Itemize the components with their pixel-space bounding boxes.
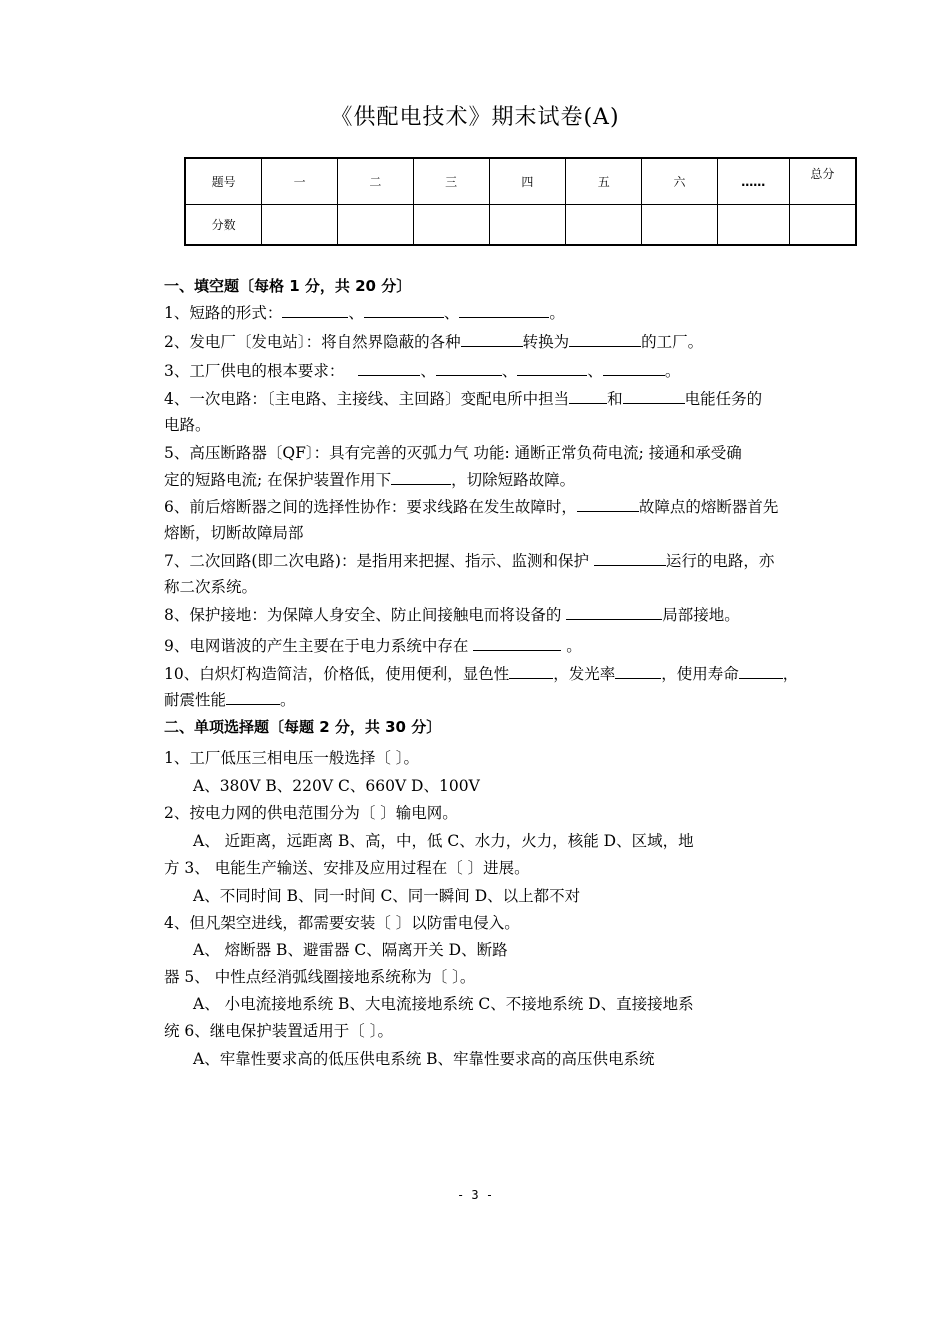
question-6 — [164, 497, 778, 517]
mc-question: 4、但凡架空进线，都需要安装〔 〕以防雷电侵入。 — [164, 914, 520, 932]
q9-text: 9、电网谐波的产生主要在于电力系统中存在 — [164, 637, 474, 655]
answer-blank[interactable] — [594, 551, 666, 566]
q1-sep: 、 — [348, 304, 364, 322]
answer-blank[interactable] — [623, 389, 685, 404]
mc-options[interactable]: A、不同时间 B、同一时间 C、同一瞬间 D、以上都不对 — [193, 887, 581, 905]
header-cell: 二 — [338, 158, 414, 205]
q10-text: ，使用寿命 — [661, 665, 739, 683]
mc-question: 统 6、继电保护装置适用于〔 〕。 — [164, 1022, 393, 1040]
q2-text: 的工厂。 — [641, 333, 704, 351]
mc-options[interactable]: A、 熔断器 B、避雷器 C、隔离开关 D、断路 — [193, 941, 508, 959]
question-1 — [164, 303, 565, 323]
question-9 — [164, 636, 582, 656]
score-cell[interactable] — [338, 205, 414, 246]
answer-blank[interactable] — [739, 664, 783, 679]
q3-sep: 、 — [420, 362, 436, 380]
q8-text: 局部接地。 — [662, 606, 740, 624]
q5-text: 定的短路电流; 在保护装置作用下 — [164, 471, 392, 489]
header-cell: …… — [717, 158, 789, 205]
question-2 — [164, 332, 703, 352]
exam-title: 《供配电技术》期末试卷(A) — [330, 105, 620, 130]
mc-options[interactable]: A、 近距离，远距离 B、高，中，低 C、水力，火力，核能 D、区域，地 — [193, 832, 694, 850]
q9-text: 。 — [561, 637, 582, 655]
score-cell[interactable] — [489, 205, 566, 246]
question-5-cont — [164, 470, 575, 490]
q3-text: 3、工厂供电的根本要求： — [164, 362, 345, 380]
question-8 — [164, 605, 740, 625]
question-7 — [164, 551, 774, 571]
header-cell: 六 — [642, 158, 718, 205]
answer-blank[interactable] — [577, 497, 639, 512]
answer-blank[interactable] — [391, 470, 451, 485]
header-cell: 五 — [566, 158, 642, 205]
question-7-cont: 称二次系统。 — [164, 578, 258, 596]
mc-question: 1、工厂低压三相电压一般选择〔 〕。 — [164, 749, 420, 767]
question-5: 5、高压断路器〔QF〕：具有完善的灭弧力气 功能: 通断正常负荷电流; 接通和承受确 — [164, 444, 742, 462]
q4-text: 和 — [607, 390, 623, 408]
answer-blank[interactable] — [364, 303, 444, 318]
q10-text: ，发光率 — [553, 665, 616, 683]
q2-text: 2、发电厂〔发电站〕：将自然界隐蔽的各种 — [164, 333, 461, 351]
header-cell: 一 — [262, 158, 338, 205]
q2-text: 转换为 — [522, 333, 570, 351]
question-6-cont: 熔断，切断故障局部 — [164, 524, 304, 542]
q5-text: ，切除短路故障。 — [451, 471, 576, 489]
header-cell: 四 — [489, 158, 566, 205]
score-cell[interactable] — [262, 205, 338, 246]
header-cell-total: 总分 — [789, 158, 856, 205]
q7-text: 运行的电路，亦 — [665, 552, 775, 570]
answer-blank[interactable] — [569, 389, 607, 404]
q6-text: 故障点的熔断器首先 — [638, 498, 779, 516]
score-table-score-row — [185, 205, 856, 246]
score-cell[interactable] — [642, 205, 718, 246]
question-4 — [164, 389, 762, 409]
answer-blank[interactable] — [226, 690, 280, 705]
q3-end: 。 — [664, 362, 681, 380]
q1-sep: 、 — [443, 304, 460, 322]
score-row-label: 分数 — [185, 205, 262, 246]
q7-text: 7、二次回路(即二次电路)：是指用来把握、指示、监测和保护 — [164, 552, 594, 570]
q10-text: ， — [782, 665, 799, 683]
q6-text: 6、前后熔断器之间的选择性协作：要求线路在发生故障时， — [164, 498, 577, 516]
q10-text: 10、白炽灯构造简洁，价格低，使用便利，显色性 — [164, 665, 510, 683]
answer-blank[interactable] — [517, 361, 587, 376]
question-10 — [164, 664, 798, 684]
answer-blank[interactable] — [461, 332, 523, 347]
answer-blank[interactable] — [509, 664, 553, 679]
header-cell: 三 — [413, 158, 489, 205]
q4-text: 4、一次电路：〔主电路、主接线、主回路〕变配电所中担当 — [164, 390, 570, 408]
mc-options[interactable]: A、380V B、220V C、660V D、100V — [193, 777, 480, 795]
answer-blank[interactable] — [615, 664, 661, 679]
q1-text: 1、短路的形式： — [164, 304, 283, 322]
answer-blank[interactable] — [569, 332, 641, 347]
mc-options[interactable]: A、 小电流接地系统 B、大电流接地系统 C、不接地系统 D、直接接地系 — [193, 995, 694, 1013]
page-number: - 3 - — [456, 1188, 494, 1202]
q1-end: 。 — [549, 304, 565, 322]
answer-blank[interactable] — [282, 303, 348, 318]
q3-sep: 、 — [587, 362, 603, 380]
header-cell: 题号 — [185, 158, 262, 205]
section1-heading: 一、填空题〔每格 1 分，共 20 分〕 — [164, 277, 412, 295]
mc-question: 方 3、 电能生产输送、安排及应用过程在〔 〕进展。 — [164, 859, 530, 877]
q10-text: 耐震性能 — [164, 691, 227, 709]
mc-question: 器 5、 中性点经消弧线圈接地系统称为〔 〕。 — [164, 968, 476, 986]
question-4-cont: 电路。 — [164, 416, 211, 434]
answer-blank[interactable] — [473, 636, 561, 651]
mc-question: 2、按电力网的供电范围分为〔 〕输电网。 — [164, 804, 458, 822]
score-cell[interactable] — [566, 205, 642, 246]
mc-options[interactable]: A、牢靠性要求高的低压供电系统 B、牢靠性要求高的高压供电系统 — [193, 1050, 655, 1068]
q4-text: 电能任务的 — [684, 390, 763, 408]
answer-blank[interactable] — [603, 361, 665, 376]
score-cell[interactable] — [789, 205, 856, 246]
section2-heading: 二、单项选择题〔每题 2 分，共 30 分〕 — [164, 718, 442, 736]
answer-blank[interactable] — [358, 361, 420, 376]
score-table-header-row — [185, 158, 856, 205]
answer-blank[interactable] — [436, 361, 502, 376]
question-10-cont — [164, 690, 296, 710]
q10-text: 。 — [280, 691, 296, 709]
score-cell[interactable] — [717, 205, 789, 246]
answer-blank[interactable] — [459, 303, 549, 318]
q8-text: 8、保护接地：为保障人身安全、防止间接触电而将设备的 — [164, 606, 567, 624]
q3-sep: 、 — [501, 362, 518, 380]
question-3 — [164, 361, 680, 381]
score-table — [184, 157, 857, 246]
answer-blank[interactable] — [566, 605, 662, 620]
score-cell[interactable] — [413, 205, 489, 246]
